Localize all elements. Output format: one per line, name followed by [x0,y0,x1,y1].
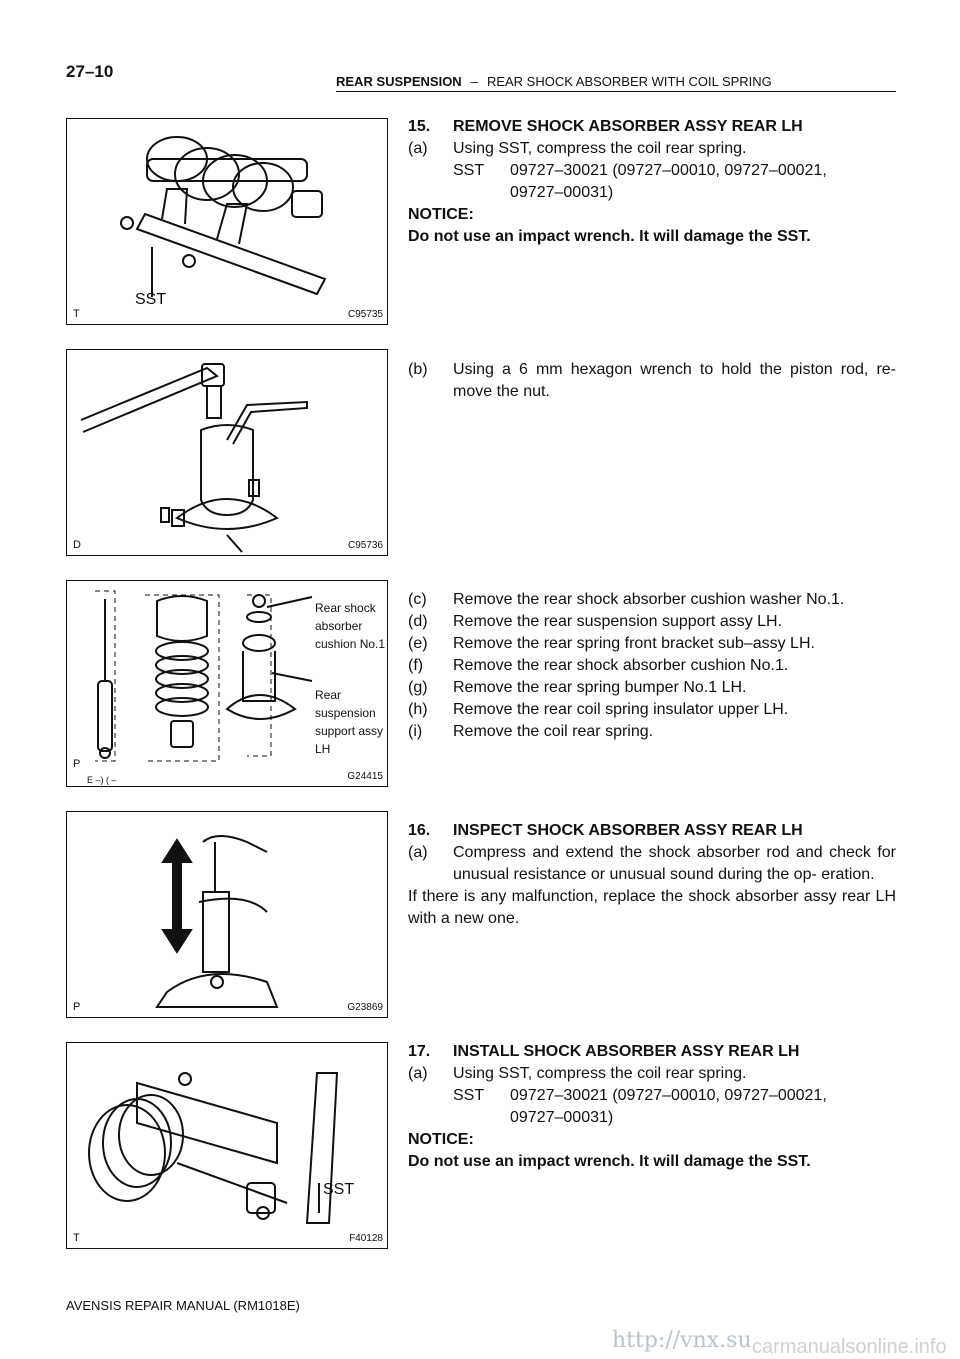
figure-exploded-parts [66,580,388,787]
callout-cushion: Rear shock absorber cushion No.1 [315,601,386,651]
watermark-url[interactable]: http://vnx.su [612,1328,752,1353]
step-title: INSPECT SHOCK ABSORBER ASSY REAR LH [453,822,803,839]
step-heading [408,820,896,842]
step-title: REMOVE SHOCK ABSORBER ASSY REAR LH [453,118,803,135]
notice-label: NOTICE: [408,1131,474,1148]
figure-small-note: E –) ( – [87,775,117,785]
sst-label: SST [323,1181,355,1198]
malfunction-note: If there is any malfunction, replace the shock absorber assy rear LH with a new one. [408,888,896,927]
item-text: Remove the rear spring bumper No.1 LH. [453,679,747,696]
step-item [408,655,896,677]
sst-continuation: 09727–00031) [510,184,614,201]
header-rule [336,91,896,92]
section-dash: – [470,74,478,89]
figure-code: F40128 [349,1233,383,1244]
step-item [408,138,896,160]
watermark-site: carmanualsonline.info [752,1336,947,1358]
notice-text: Do not use an impact wrench. It will damage the SST. [408,228,811,245]
sst-line [408,160,896,182]
sst-value: 09727–30021 (09727–00010, 09727–00021, [510,1087,827,1104]
figure-code: G23869 [347,1002,383,1013]
step-heading [408,1041,896,1063]
item-label: (b) [408,361,428,378]
figure-inspect-absorber [66,811,388,1018]
item-text: Remove the coil rear spring. [453,723,654,740]
item-text: Using a 6 mm hexagon wrench to hold the piston rod, re- move the nut. [453,361,896,400]
item-text: Compress and extend the shock absorber rod and check for unusual resistance or unusual sound during the op- eration. [453,844,896,883]
step-item [408,359,896,403]
figure-hexagon-wrench [66,349,388,556]
item-label: (f) [408,657,424,674]
figure-code: G24415 [347,771,383,782]
step-item [408,1063,896,1085]
sst-key: SST [453,1087,485,1104]
item-text: Remove the rear suspension support assy LH. [453,613,783,630]
item-label: (g) [408,679,428,696]
item-label: (e) [408,635,428,652]
figure-corner-mark: T [73,308,80,320]
item-text: Using SST, compress the coil rear spring. [453,140,747,157]
step-item [408,842,896,886]
step-16-block [408,820,896,930]
item-label: (d) [408,613,428,630]
item-label: (a) [408,844,428,861]
page-number: 27–10 [66,62,114,81]
step-17-block [408,1041,896,1173]
notice-text: Do not use an impact wrench. It will damage the SST. [408,1153,811,1170]
step-item [408,677,896,699]
step-item [408,699,896,721]
hexagon-wrench-illustration [67,350,388,556]
sst-line [408,1085,896,1107]
figure-spring-compressor [66,118,388,325]
step-15c-block [408,589,896,743]
item-text: Remove the rear shock absorber cushion washer No.1. [453,591,845,608]
step-number: 17. [408,1043,431,1060]
callout-support: Rear suspension support assy LH [315,688,384,756]
figure-code: C95735 [347,309,383,320]
section-name: REAR SUSPENSION [336,74,462,89]
sst-label: SST [135,291,167,308]
figure-corner-mark: P [73,758,81,770]
figure-spring-compressor-install [66,1042,388,1249]
item-label: (i) [408,723,423,740]
step-item [408,611,896,633]
figure-corner-mark: T [73,1232,80,1244]
spring-compressor-illustration [67,119,388,325]
step-item [408,721,896,743]
item-text: Using SST, compress the coil rear spring. [453,1065,747,1082]
sst-continuation: 09727–00031) [510,1109,614,1126]
subsection-name: REAR SHOCK ABSORBER WITH COIL SPRING [486,74,772,89]
sst-key: SST [453,162,485,179]
step-number: 15. [408,118,431,135]
step-item [408,633,896,655]
item-label: (a) [408,140,428,157]
sst-value: 09727–30021 (09727–00010, 09727–00021, [510,162,827,179]
item-text: Remove the rear shock absorber cushion No.1. [453,657,789,674]
step-item [408,589,896,611]
step-15b-block [408,359,896,403]
step-number: 16. [408,822,431,839]
step-15-block [408,116,896,248]
notice-label: NOTICE: [408,206,474,223]
manual-footer: AVENSIS REPAIR MANUAL (RM1018E) [66,1298,300,1313]
item-label: (c) [408,591,427,608]
step-title: INSTALL SHOCK ABSORBER ASSY REAR LH [453,1043,800,1060]
spring-compressor-install-illustration [67,1043,388,1249]
item-label: (a) [408,1065,428,1082]
figure-code: C95736 [347,540,383,551]
item-label: (h) [408,701,428,718]
inspect-absorber-illustration [67,812,388,1018]
item-text: Remove the rear coil spring insulator upper LH. [453,701,789,718]
item-text: Remove the rear spring front bracket sub–assy LH. [453,635,815,652]
section-title [336,74,772,89]
figure-corner-mark: P [73,1001,81,1013]
step-heading [408,116,896,138]
figure-corner-mark: D [73,539,81,551]
